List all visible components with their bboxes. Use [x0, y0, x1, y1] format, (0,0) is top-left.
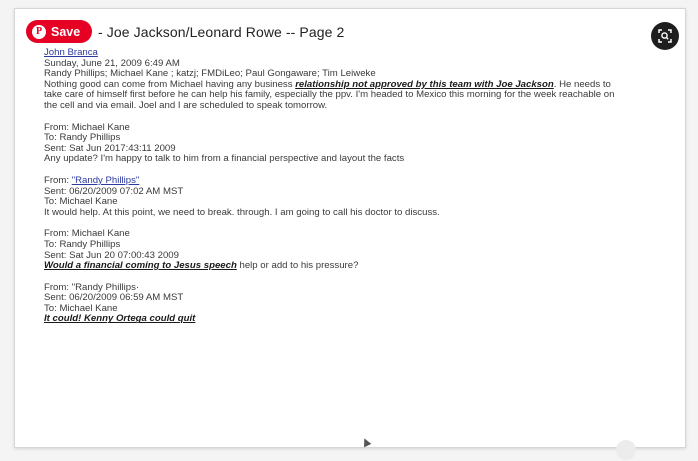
email3-from	[44, 176, 624, 187]
email2-to: To: Randy Phillips	[44, 132, 121, 144]
email4-body-emphasis: Would a financial coming to Jesus speech	[44, 260, 237, 272]
email3-from-prefix: From:	[44, 174, 72, 186]
email4-body-post: help or add to his pressure?	[236, 260, 359, 272]
email3-body: It would help. At this point, we need to break. through. I am going to call his doctor to discuss.	[44, 206, 440, 218]
email1-recipients: Randy Phillips; Michael Kane ; katzj; FMDiLeo; Paul Gongaware; Tim Leiweke	[44, 68, 376, 80]
email2-body: Any update? I'm happy to talk to him from a financial perspective and layout the facts	[44, 153, 405, 165]
email1-body-post: . He needs to take care of himself first before he can help his family, especially the ppv. I'm headed to Mexico this morning for the week reachable on the cell and via email. Joel and I are scheduled to speak tomorrow.	[44, 78, 615, 111]
email4-from: From: Michael Kane	[44, 228, 130, 240]
email5-to: To: Michael Kane	[44, 302, 118, 314]
email3-sent: Sent: 06/20/2009 07:02 AM MST	[44, 185, 184, 197]
email1-body-pre: Nothing good can come from Michael having any business	[44, 78, 296, 90]
email2-sent: Sent: Sat Jun 2017:43:11 2009	[44, 142, 176, 154]
email1-date: Sunday, June 21, 2009 6:49 AM	[44, 57, 180, 69]
email3-to: To: Michael Kane	[44, 196, 118, 208]
email5-body-emphasis: It could! Kenny Ortega could quit	[44, 313, 196, 325]
email5-body	[44, 314, 624, 325]
pinterest-icon: P	[32, 25, 46, 39]
document-body	[44, 48, 624, 325]
email4-body	[44, 261, 624, 272]
email5-sent: Sent: 06/20/2009 06:59 AM MST	[44, 292, 184, 304]
email1-from-name[interactable]: John Branca	[44, 47, 98, 58]
email4-to: To: Randy Phillips	[44, 238, 121, 250]
email1-body-emphasis: relationship not approved by this team with Joe Jackson	[295, 78, 554, 90]
save-button-label: Save	[51, 24, 81, 39]
email5-from: From: "Randy Phillips·	[44, 281, 140, 293]
page-title: - Joe Jackson/Leonard Rowe -- Page 2	[98, 24, 345, 40]
email4-sent: Sent: Sat Jun 20 07:00:43 2009	[44, 249, 179, 261]
email3-from-link[interactable]: "Randy Phillips"	[71, 174, 140, 186]
visual-search-button[interactable]	[651, 22, 679, 50]
corner-circle	[616, 440, 636, 460]
visual-search-icon	[657, 28, 673, 44]
email1-body	[44, 80, 624, 112]
save-button[interactable]	[26, 20, 92, 43]
email2-from: From: Michael Kane	[44, 121, 130, 133]
